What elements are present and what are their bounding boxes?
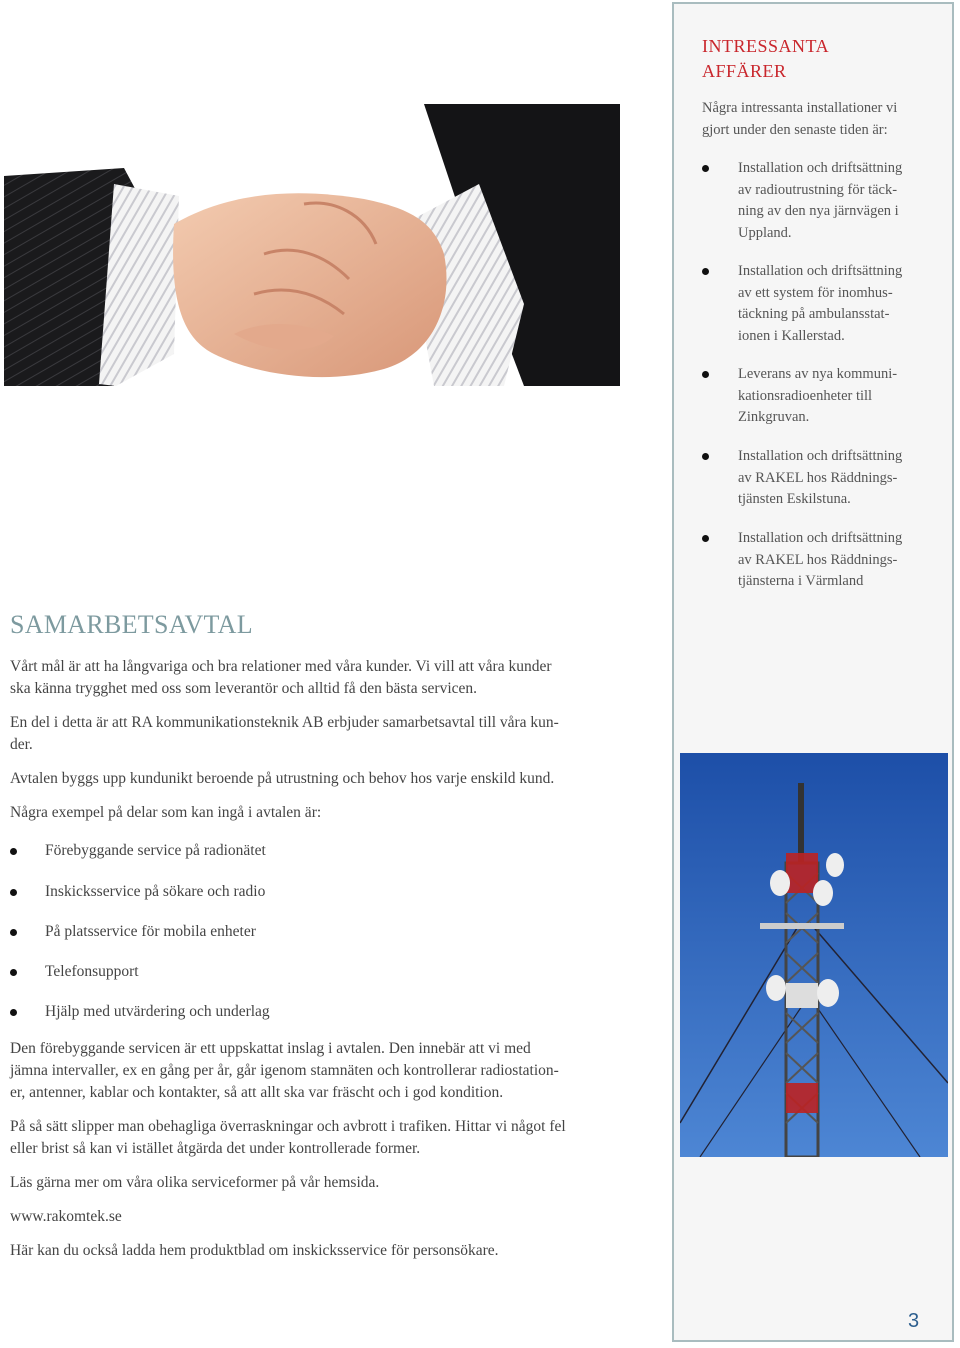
paragraph: På så sätt slipper man obehagliga överraskningar och avbrott i trafiken. Hittar vi något fel eller brist så kan vi istället åtgärda det under kontrollerade former. <box>10 1118 566 1157</box>
paragraph: Här kan du också ladda hem produktblad om inskicksservice för personsökare. <box>10 1242 499 1259</box>
bullet-icon <box>10 848 17 855</box>
bullet-icon <box>10 1009 17 1016</box>
paragraph: Några exempel på delar som kan ingå i avtalen är: <box>10 804 322 821</box>
section-title: SAMARBETSAVTAL <box>10 610 253 639</box>
bullet-icon <box>702 165 709 172</box>
bullet-icon <box>10 969 17 976</box>
bullet-icon <box>702 371 709 378</box>
website-link[interactable]: www.rakomtek.se <box>10 1208 122 1225</box>
sidebar-title: INTRESSANTA AFFÄRER <box>702 36 830 81</box>
page-number: 3 <box>908 1310 920 1332</box>
bullet-icon <box>702 268 709 275</box>
bullet-icon <box>10 929 17 936</box>
sidebar-intro: Några intressanta installationer vi gjort under den senaste tiden är: <box>702 100 898 138</box>
paragraph: Avtalen byggs upp kundunikt beroende på utrustning och behov hos varje enskild kund. <box>10 770 555 787</box>
paragraph: En del i detta är att RA kommunikationsteknik AB erbjuder samarbetsavtal till våra kun- der. <box>10 714 559 753</box>
radio-tower-photo <box>680 753 948 1157</box>
bullet-icon <box>702 453 709 460</box>
paragraph: Läs gärna mer om våra olika serviceformer på vår hemsida. <box>10 1174 380 1191</box>
sidebar-panel: INTRESSANTA AFFÄRER Några intressanta installationer vi gjort under den senaste tiden är: Installation och driftsättning av radioutrustning för täck- ning av den nya järnvägen i Uppland. Installation och driftsättning av ett system för inomhus- täckning på ambulansstat- ionen i Kallerstad. Leverans av nya kommuni- kationsradioenheter till Zinkgruvan. Installation och driftsättning av RAKEL hos Räddnings- tjänsten Eskilstuna. Installation och driftsättning av RAKEL hos Räddnings- tjänsterna i Värmland <box>672 2 954 1342</box>
bullet-icon <box>702 535 709 542</box>
paragraph: Vårt mål är att ha långvariga och bra relationer med våra kunder. Vi vill att våra kunder ska känna trygghet med oss som leverantör och alltid få den bästa servicen. <box>10 658 552 697</box>
handshake-photo <box>4 104 620 386</box>
paragraph: Den förebyggande servicen är ett uppskattat inslag i avtalen. Den innebär att vi med jämna intervaller, ex en gång per år, går igenom stamnäten och kontrollerar radiostation- er, antenner, kablar och kontakter, så att allt ska var fräscht och i god kondition. <box>10 1040 559 1101</box>
bullet-icon <box>10 889 17 896</box>
